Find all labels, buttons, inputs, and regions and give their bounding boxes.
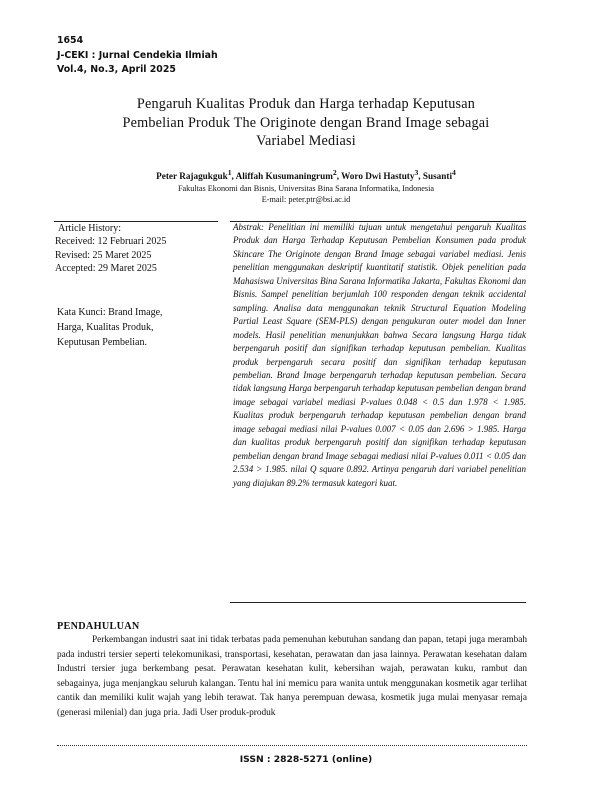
footer-divider — [57, 745, 527, 746]
journal-volume: Vol.4, No.3, April 2025 — [57, 64, 176, 75]
author-name: , Aliffah Kusumaningrum — [231, 171, 333, 182]
keywords-line: Harga, Kualitas Produk, — [57, 322, 154, 334]
author-list — [60, 168, 552, 181]
article-history — [55, 222, 166, 276]
keywords-line: Kata Kunci: Brand Image, — [57, 307, 163, 318]
paragraph: Perkembangan industri saat ini tidak terbatas pada pemenuhan kebutuhan sandang dan papan, tetapi juga merambah pada industri tersier seperti telekomunikasi, transportasi, kesehatan, perawatan dan jasa lainnya. Perawatan kesehatan dalam Industri tersier juga berkembang pesat. Perawatan kesehatan kulit, kebersihan wajah, perawatan kuku, rambut dan sebagainya, juga menjangkau seluruh kalangan. Tentu hal ini memicu para wanita untuk menggunakan kosmetik agar terlihat cantik dan memiliki kulit wajah yang lebih terawat. Tak hanya perempuan dewasa, kosmetik juga mulai menyasar remaja (generasi milenial) dan juga pria. Jadi User produk-produk — [57, 635, 527, 718]
keywords-line: Keputusan Pembelian. — [57, 337, 147, 349]
institution: Fakultas Ekonomi dan Bisnis, Universitas Bina Sarana Informatika, Indonesia — [177, 184, 435, 193]
revised-date: Revised: 25 Maret 2025 — [55, 249, 152, 261]
title-line: Pembelian Produk The Originote dengan Brand Image sebagai — [122, 114, 490, 131]
history-heading: Article History: — [58, 223, 122, 234]
author-name: Peter Rajagukguk — [156, 171, 228, 182]
journal-name: J-CEKI : Jurnal Cendekia Ilmiah — [57, 49, 218, 61]
title-line: Pengaruh Kualitas Produk dan Harga terhadap Keputusan — [136, 96, 476, 112]
accepted-date: Accepted: 29 Maret 2025 — [55, 263, 157, 275]
author-superscript: 4 — [452, 168, 456, 177]
author-superscript: 2 — [332, 168, 337, 177]
section-heading: PENDAHULUAN — [57, 621, 140, 632]
author-superscript: 1 — [227, 168, 232, 177]
author-name: , Susanti — [418, 171, 453, 182]
email: E-mail: peter.ptr@bsi.ac.id — [261, 195, 351, 204]
body-text — [57, 633, 527, 721]
page-number: 1654 — [57, 35, 84, 46]
title-line: Variabel Mediasi — [256, 133, 356, 149]
author-superscript: 3 — [414, 168, 419, 177]
received-date: Received: 12 Februari 2025 — [55, 236, 167, 248]
running-header — [57, 34, 218, 78]
issn: ISSN : 2828-5271 (online) — [239, 754, 373, 765]
affiliation — [60, 183, 552, 205]
abstract: Abstrak: Penelitian ini memiliki tujuan untuk mengetahui pengaruh Kualitas Produk dan Harga Terhadap Keputusan Pembelian Konsumen pada produk Skincare The Originote dengan Brand Image sebagai variabel mediasi. Jenis penelitian menggunakan deskriptif kuantitatif statistik. Objek penelitian pada Mahasiswa Universitas Bina Sarana Informatika Jakarta, Fakultas Ekonomi dan Bisnis. Sampel penelitian berjumlah 100 responden dengan teknik accidental sampling. Analisa data menggunakan teknik Structural Equation Modeling Partial Least Square (SEM-PLS) dengan pengukuran outer model dan Inner models. Hasil penelitian menunjukkan bahwa Secara langsung Harga tidak berpengaruh positif dan signifikan terhadap keputusan pembelian. Kualitas produk berpengaruh secara positif dan signifikan terhadap keputusan pembelian. Brand Image berpengaruh terhadap keputusan pembelian. Secara tidak langsung Harga berpengaruh terhadap keputusan pembelian dengan brand image sebagai variabel mediasi P-values 0.048 < 0.5 dan 1.978 < 1.985. Kualitas produk berpengaruh terhadap keputusan pembelian dengan brand image sebagai mediasi nilai P-values 0.007 < 0.05 dan 2.696 > 1.985. Harga dan kualitas produk berpengaruh positif dan signifikan terhadap keputusan pembelian dengan brand Image sebagai mediasi nilai P-values 0.011 < 0.05 dan 2.534 > 1.985. nilai Q square 0.892. Artinya pengaruh dari variabel penelitian yang diajukan 89.2% termasuk kategori kuat. — [233, 222, 526, 488]
divider — [230, 602, 526, 603]
keywords — [57, 305, 222, 351]
paper-title — [60, 95, 552, 151]
author-name: , Woro Dwi Hastuty — [336, 171, 415, 182]
